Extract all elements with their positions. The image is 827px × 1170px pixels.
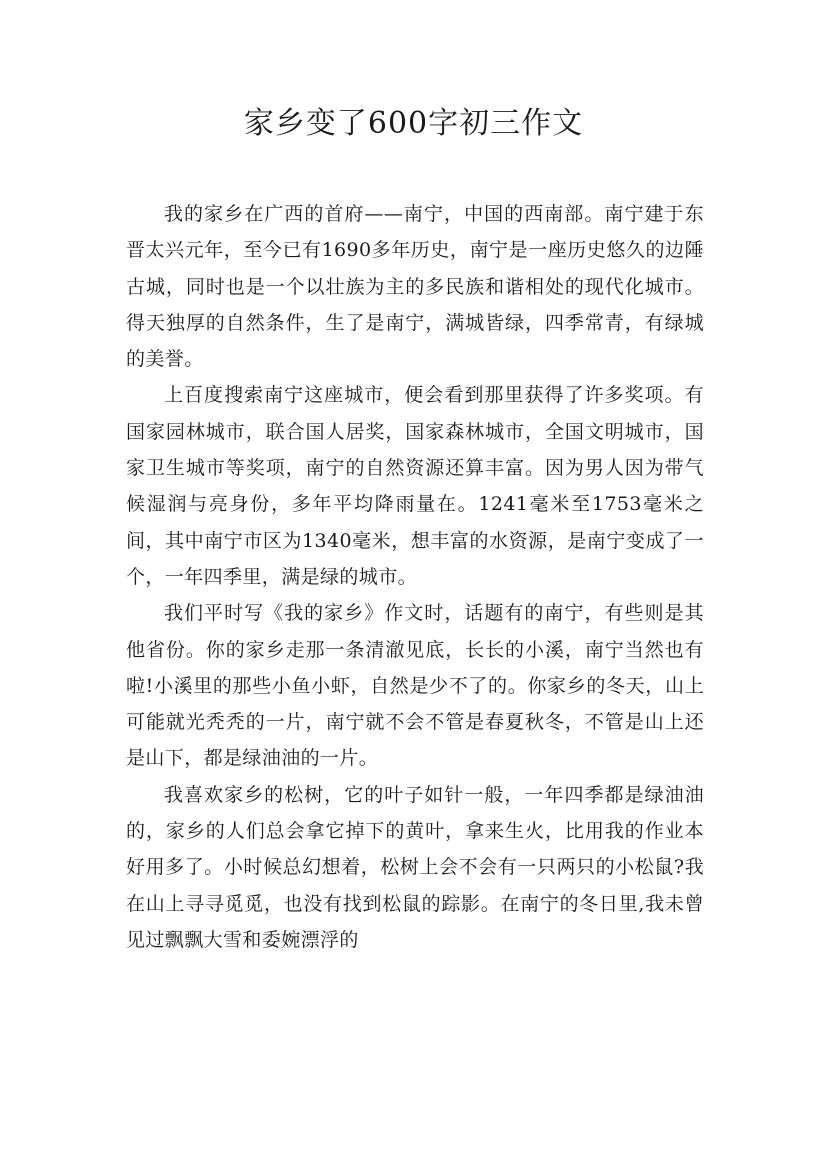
document-title: 家乡变了600字初三作文 bbox=[243, 106, 584, 141]
paragraph: 我喜欢家乡的松树，它的叶子如针一般，一年四季都是绿油油的，家乡的人们总会拿它掉下的黄叶，拿来生火，比用我的作业本好用多了。小时候总幻想着，松树上会不会有一只两只的小松鼠?我在山上寻寻觅觅，也没有找到松鼠的踪影。在南宁的冬日里,我未曾见过飘飘大雪和委婉漂浮的 bbox=[126, 783, 704, 951]
paragraph: 我的家乡在广西的首府——南宁，中国的西南部。南宁建于东晋太兴元年，至今已有1690多年历史，南宁是一座历史悠久的边陲古城，同时也是一个以壮族为主的多民族和谐相处的现代化城市。得天独厚的自然条件，生了是南宁，满城皆绿，四季常青，有绿城的美誉。 bbox=[126, 203, 704, 371]
paragraph: 我们平时写《我的家乡》作文时，话题有的南宁，有些则是其他省份。你的家乡走那一条清澈见底，长长的小溪，南宁当然也有啦!小溪里的那些小鱼小虾，自然是少不了的。你家乡的冬天，山上可能就光秃秃的一片，南宁就不会不管是春夏秋冬，不管是山上还是山下，都是绿油油的一片。 bbox=[126, 602, 704, 770]
document-body bbox=[126, 196, 704, 958]
paragraph: 上百度搜索南宁这座城市，便会看到那里获得了许多奖项。有国家园林城市，联合国人居奖，国家森林城市，全国文明城市，国家卫生城市等奖项，南宁的自然资源还算丰富。因为男人因为带气候湿润与亮身份，多年平均降雨量在。1241毫米至1753毫米之间，其中南宁市区为1340毫米，想丰富的水资源，是南宁变成了一个，一年四季里，满是绿的城市。 bbox=[126, 384, 704, 588]
